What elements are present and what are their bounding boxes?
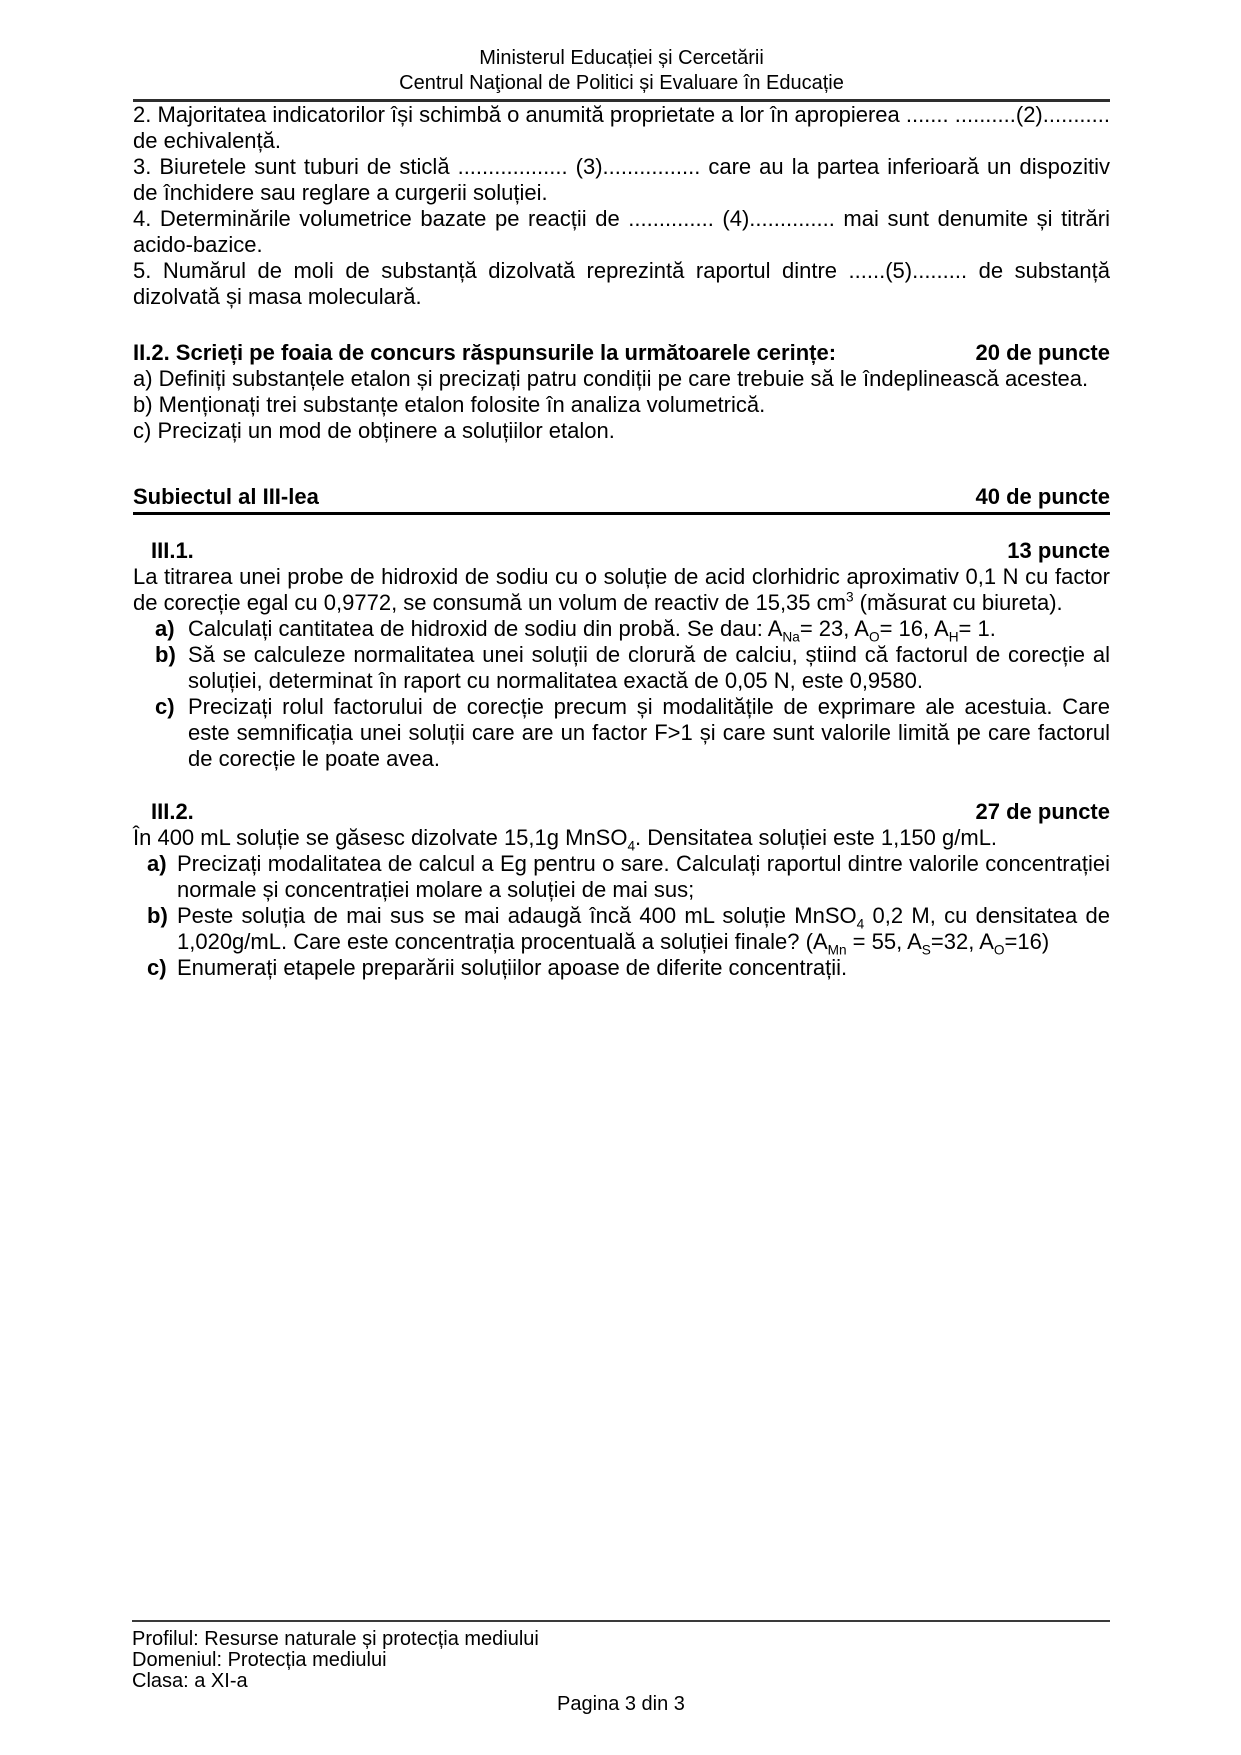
item-text: Precizați modalitatea de calcul a Eg pentru o sare. Calculați raportul dintre valorile concentrației normale și concentrației molare a soluției de mai sus; — [177, 851, 1110, 902]
page-number: Pagina 3 din 3 — [557, 1693, 685, 1715]
section-iii1-heading — [151, 538, 1110, 564]
item-marker: a) — [155, 616, 175, 641]
document-body — [133, 102, 1110, 981]
section-ii2-title: II.2. Scrieți pe foaia de concurs răspunsurile la următoarele cerințe: — [133, 340, 837, 365]
iii2-item-c — [147, 955, 1110, 981]
section-iii1-points: 13 puncte — [1007, 538, 1110, 563]
subject3-points: 40 de puncte — [975, 484, 1110, 509]
item-marker: b) — [147, 903, 168, 928]
page-footer — [132, 1620, 1110, 1715]
page-header — [133, 0, 1110, 102]
fill-item-5: 5. Numărul de moli de substanță dizolvată reprezintă raportul dintre ......(5)......... de substanță dizolvată și masa moleculară. — [133, 258, 1110, 309]
ii2-item-c: c) Precizați un mod de obținere a soluțiilor etalon. — [133, 418, 615, 443]
item-text: Precizați rolul factorului de corecție precum și modalitățile de exprimare ale acestuia. Care este semnificația unei soluții care are un factor F>1 și care sunt valorile limită pe care factorul de corecție le poate avea. — [188, 694, 1110, 771]
section-iii1-label: III.1. — [151, 538, 194, 563]
center-title: Centrul Naţional de Politici și Evaluare în Educație — [399, 72, 844, 94]
footer-profile: Profilul: Resurse naturale și protecția mediului — [132, 1628, 539, 1650]
section-ii2-points: 20 de puncte — [975, 340, 1110, 365]
item-marker: c) — [155, 694, 175, 719]
subject3-heading — [133, 484, 1110, 515]
iii1-intro: La titrarea unei probe de hidroxid de sodiu cu o soluție de acid clorhidric aproximativ 0,1 N cu factor de corecție egal cu 0,9772, se consumă un volum de reactiv de 15,35 $cm^3$ (măsurat cu biureta). — [133, 564, 1110, 615]
item-marker: a) — [147, 851, 167, 876]
iii1-item-c — [155, 694, 1110, 772]
item-marker: b) — [155, 642, 176, 667]
item-text: Enumerați etapele preparării soluțiilor apoase de diferite concentrații. — [177, 955, 848, 980]
fill-item-3: 3. Biuretele sunt tuburi de sticlă .................. (3)................ care au la partea inferioară un dispozitiv de închidere sau reglare a curgerii soluției. — [133, 154, 1110, 205]
iii2-intro: În 400 mL soluție se găsesc dizolvate 15,1g MnSO$_4$. Densitatea soluției este 1,150 g/mL. — [133, 825, 998, 854]
item-marker: c) — [147, 955, 167, 980]
iii2-item-b — [147, 903, 1110, 958]
iii1-item-a — [155, 616, 1110, 645]
item-text: Să se calculeze normalitatea unei soluții de clorură de calciu, știind că factorul de corecție al soluției, determinat în raport cu normalitatea exactă de 0,05 N, este 0,9580. — [188, 642, 1110, 693]
iii1-item-b — [155, 642, 1110, 694]
section-iii2-points: 27 de puncte — [975, 799, 1110, 824]
footer-class: Clasa: a XI-a — [132, 1670, 248, 1692]
subject3-title: Subiectul al III-lea — [133, 484, 319, 509]
item-text: Peste soluția de mai sus se mai adaugă încă 400 mL soluție MnSO$_4$ 0,2 M, cu densitatea de 1,020g/mL. Care este concentrația procentuală a soluției finale? ($A_{Mn} = 55$, $A_S=32$, $A_O=16$) — [177, 903, 1110, 958]
ii2-item-a: a) Definiți substanțele etalon și precizați patru condiții pe care trebuie să le îndeplinească acestea. — [133, 366, 1089, 391]
ministry-title: Ministerul Educației și Cercetării — [479, 47, 764, 69]
section-ii2-heading — [133, 340, 1110, 366]
fill-item-2: 2. Majoritatea indicatorilor își schimbă o anumită proprietate a lor în apropierea ....... ..........(2)........... de echivalență. — [133, 102, 1110, 153]
fill-item-4: 4. Determinările volumetrice bazate pe reacții de .............. (4).............. mai sunt denumite și titrări acido-bazice. — [133, 206, 1110, 257]
iii2-item-a — [147, 851, 1110, 903]
ii2-item-b: b) Menționați trei substanțe etalon folosite în analiza volumetrică. — [133, 392, 766, 417]
section-iii2-heading — [151, 799, 1110, 825]
footer-domain: Domeniul: Protecția mediului — [132, 1649, 387, 1671]
section-iii2-label: III.2. — [151, 799, 194, 824]
item-text: Calculați cantitatea de hidroxid de sodiu din probă. Se dau: $A_{Na}= 23$, $A_O= 16$, $A_H= 1$. — [188, 616, 996, 645]
